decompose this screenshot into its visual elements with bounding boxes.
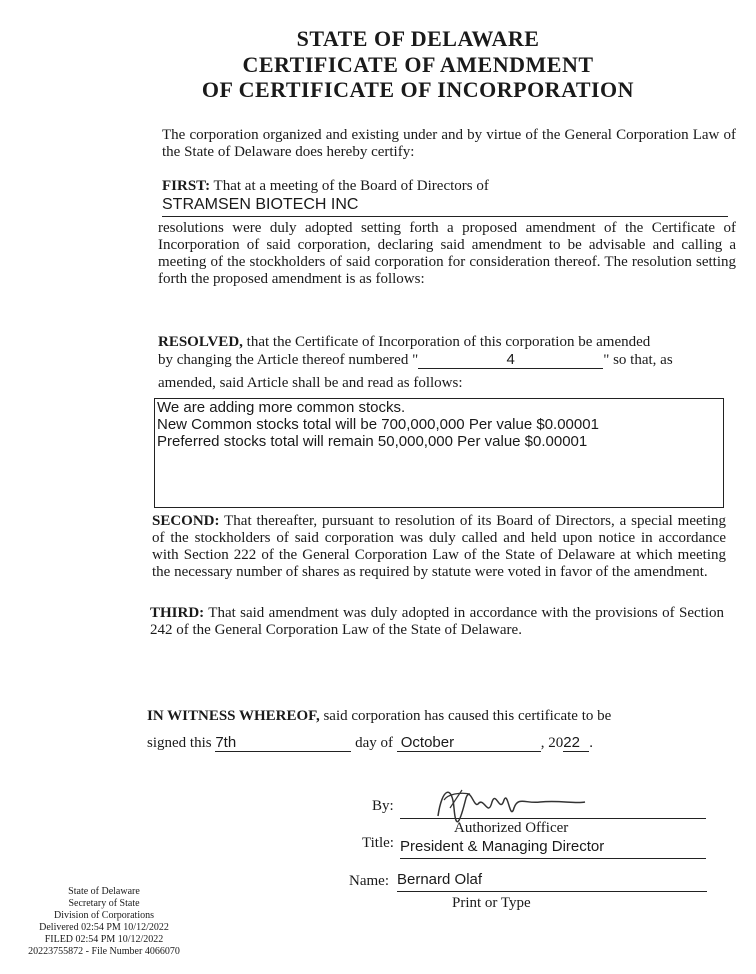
witness-line2 — [147, 734, 737, 752]
title-label: Title: — [362, 835, 394, 851]
witness-label: IN WITNESS WHEREOF, — [147, 708, 320, 724]
third-label: THIRD: — [150, 605, 205, 621]
first-label: FIRST: — [162, 178, 211, 194]
witness-line1 — [147, 708, 721, 725]
month-value: October — [400, 734, 455, 751]
day-of-label: day of — [355, 735, 393, 751]
amendment-line-3: Preferred stocks total will remain 50,000,000 Per value $0.00001 — [157, 433, 588, 450]
document-title-line3: OF CERTIFICATE OF INCORPORATION — [201, 77, 635, 102]
resolved-line1 — [158, 334, 736, 351]
first-line — [162, 178, 736, 195]
resolved-label: RESOLVED, — [158, 334, 243, 350]
year-prefix: , 20 — [540, 735, 564, 751]
resolved-line2 — [158, 351, 736, 369]
stamp-line-6: 20223755872 - File Number 4066070 — [28, 946, 180, 957]
first-body: resolutions were duly adopted setting forth a proposed amendment of the Certificate of Incorporation of said corporation, declaring said amendment to be advisable and calling a meeting of the stockholders of said corporation for consideration thereof. The resolution setting forth the proposed amendment is as follows: — [158, 220, 736, 287]
company-name-field — [162, 196, 728, 217]
amendment-text-box — [154, 398, 724, 508]
title-field — [400, 838, 706, 859]
name-label: Name: — [349, 873, 389, 889]
resolved-text1: that the Certificate of Incorporation of this corporation be amended — [246, 334, 651, 350]
amendment-line-2: New Common stocks total will be 700,000,000 Per value $0.00001 — [157, 416, 599, 433]
resolved-line3: amended, said Article shall be and read as follows: — [158, 375, 463, 391]
day-value: 7th — [215, 734, 237, 751]
stamp-line-3: Division of Corporations — [54, 910, 154, 921]
third-paragraph — [150, 605, 724, 639]
year-field — [563, 734, 589, 752]
second-paragraph — [152, 513, 726, 581]
month-field — [397, 734, 541, 752]
print-or-type-label: Print or Type — [452, 895, 531, 911]
stamp-line-1: State of Delaware — [68, 886, 140, 897]
day-field — [215, 734, 351, 752]
second-label: SECOND: — [152, 513, 220, 529]
name-value: Bernard Olaf — [397, 871, 483, 888]
name-field — [397, 871, 707, 892]
signed-this-label: signed this — [147, 735, 212, 751]
witness-end: . — [589, 735, 593, 751]
stamp-line-5: FILED 02:54 PM 10/12/2022 — [44, 934, 164, 945]
document-title-line1: STATE OF DELAWARE — [296, 26, 540, 51]
third-text: That said amendment was duly adopted in accordance with the provisions of Section 242 of the General Corporation Law of the State of Delaware. — [150, 605, 724, 638]
second-text: That thereafter, pursuant to resolution of its Board of Directors, a special meeting of the stockholders of said corporation was duly called and held upon notice in accordance with Section 222 of the General Corporation Law of the State of Delaware at which meeting the necessary number of shares as required by statute were voted in favor of the amendment. — [152, 513, 726, 580]
authorized-officer-label: Authorized Officer — [454, 820, 569, 836]
filing-stamp — [14, 886, 194, 958]
company-name: STRAMSEN BIOTECH INC — [162, 196, 359, 213]
stamp-line-2: Secretary of State — [68, 898, 140, 909]
witness-text: said corporation has caused this certificate to be — [323, 708, 612, 724]
by-label: By: — [372, 798, 394, 814]
resolved-text2-post: " so that, as — [603, 352, 673, 368]
resolved-text2-pre: by changing the Article thereof numbered " — [158, 352, 419, 368]
amendment-line-1: We are adding more common stocks. — [157, 399, 406, 416]
article-number: 4 — [506, 351, 515, 368]
document-title-line2: CERTIFICATE OF AMENDMENT — [242, 52, 594, 77]
first-text: That at a meeting of the Board of Directors of — [213, 178, 489, 194]
stamp-line-4: Delivered 02:54 PM 10/12/2022 — [39, 922, 169, 933]
intro-paragraph: The corporation organized and existing under and by virtue of the General Corporation Law of the State of Delaware does hereby certify: — [162, 127, 736, 160]
year-value: 22 — [563, 734, 580, 751]
title-value: President & Managing Director — [400, 838, 605, 855]
article-number-field — [418, 351, 603, 369]
